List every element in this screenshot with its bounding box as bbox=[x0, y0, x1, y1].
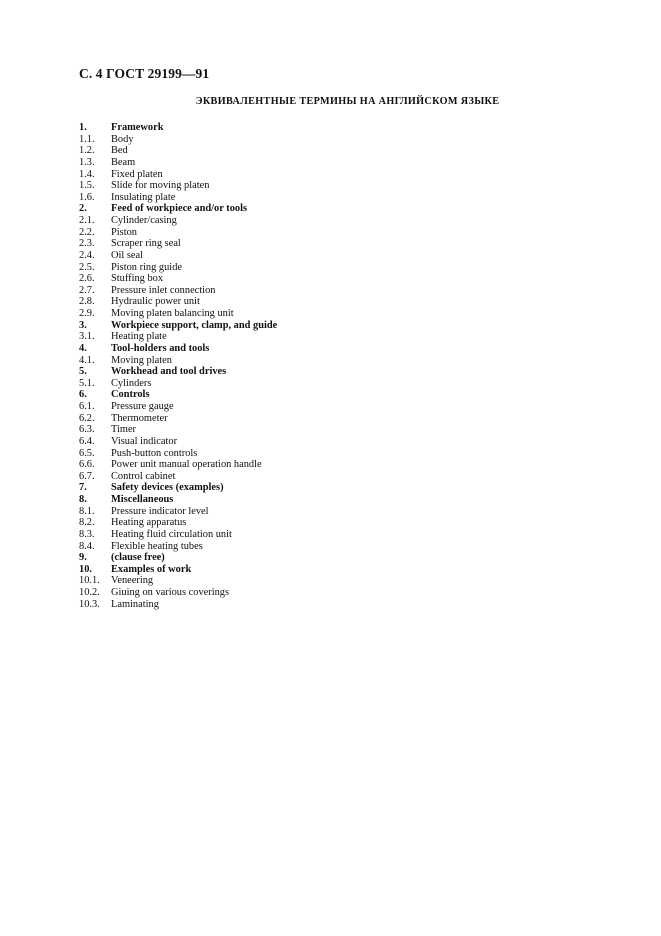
term-number: 2.9. bbox=[79, 308, 95, 319]
term-text: Framework bbox=[111, 122, 164, 133]
term-text: Piston bbox=[111, 226, 137, 238]
term-row bbox=[79, 285, 599, 297]
section-heading-row bbox=[79, 366, 599, 378]
term-row bbox=[79, 355, 599, 367]
term-number: 8.4. bbox=[79, 540, 95, 552]
term-number: 6.7. bbox=[79, 470, 95, 482]
term-number: 5.1. bbox=[79, 377, 95, 389]
term-number: 4. bbox=[79, 342, 87, 354]
term-number: 6.2. bbox=[79, 412, 95, 424]
term-row bbox=[79, 145, 599, 157]
term-row bbox=[79, 424, 599, 436]
term-row bbox=[79, 296, 599, 308]
term-number: 6.6. bbox=[79, 459, 95, 471]
term-text: Moving platen balancing unit bbox=[111, 308, 234, 319]
term-row bbox=[79, 157, 599, 169]
term-row bbox=[79, 459, 599, 471]
term-text: Scraper ring seal bbox=[111, 238, 181, 250]
term-row bbox=[79, 262, 599, 274]
term-text: Bed bbox=[111, 145, 128, 157]
term-row bbox=[79, 575, 599, 587]
term-text: Beam bbox=[111, 156, 136, 168]
section-title bbox=[0, 96, 661, 107]
term-text: Pressure gauge bbox=[111, 401, 174, 412]
term-number: 5. bbox=[79, 366, 87, 378]
term-number: 8. bbox=[79, 494, 87, 505]
term-number: 1. bbox=[79, 122, 87, 133]
term-text: Giuing on various coverings bbox=[111, 587, 230, 598]
term-text: Veneering bbox=[111, 575, 154, 587]
term-number: 2. bbox=[79, 203, 87, 215]
term-number: 10.3. bbox=[79, 598, 100, 610]
term-text: Workhead and tool drives bbox=[111, 366, 227, 378]
section-heading-row bbox=[79, 203, 599, 215]
page-header: С. 4 ГОСТ 29199—91 bbox=[79, 66, 210, 81]
term-number: 2.8. bbox=[79, 296, 95, 308]
term-text: Pressure indicator level bbox=[111, 505, 209, 517]
term-number: 10.1. bbox=[79, 575, 100, 587]
term-row bbox=[79, 529, 599, 541]
term-number: 8.2. bbox=[79, 517, 95, 529]
term-row bbox=[79, 192, 599, 204]
term-number: 10. bbox=[79, 563, 92, 575]
term-text: Examples of work bbox=[111, 563, 192, 575]
term-text: Push-button controls bbox=[111, 447, 198, 459]
term-number: 6.1. bbox=[79, 401, 95, 412]
term-number: 2.3. bbox=[79, 238, 95, 250]
term-number: 10.2. bbox=[79, 587, 100, 598]
section-heading-row bbox=[79, 343, 599, 355]
term-text: Cylinders bbox=[111, 377, 152, 389]
term-row bbox=[79, 308, 599, 320]
term-row bbox=[79, 227, 599, 239]
term-text: Tool-holders and tools bbox=[111, 342, 210, 354]
term-text: Heating plate bbox=[111, 331, 167, 343]
term-text: Body bbox=[111, 133, 134, 145]
term-text: Visual indicator bbox=[111, 435, 178, 447]
term-row bbox=[79, 169, 599, 181]
term-text: Heating apparatus bbox=[111, 517, 187, 529]
term-text: Power unit manual operation handle bbox=[111, 459, 262, 471]
term-row bbox=[79, 215, 599, 227]
term-row bbox=[79, 134, 599, 146]
term-number: 2.5. bbox=[79, 261, 95, 273]
section-title-text: ЭКВИВАЛЕНТНЫЕ ТЕРМИНЫ НА АНГЛИЙСКОМ ЯЗЫКЕ bbox=[195, 96, 500, 107]
term-number: 7. bbox=[79, 482, 87, 494]
term-text: Pressure inlet connection bbox=[111, 284, 216, 296]
term-number: 3. bbox=[79, 319, 87, 331]
term-number: 2.6. bbox=[79, 273, 95, 285]
term-number: 1.2. bbox=[79, 145, 95, 157]
term-number: 6.5. bbox=[79, 447, 95, 459]
term-text: Workpiece support, clamp, and guide bbox=[111, 319, 278, 331]
term-row bbox=[79, 506, 599, 518]
term-text: Flexible heating tubes bbox=[111, 540, 203, 552]
section-heading-row bbox=[79, 564, 599, 576]
term-text: Piston ring guide bbox=[111, 261, 183, 273]
term-number: 9. bbox=[79, 552, 87, 564]
term-text: Feed of workpiece and/or tools bbox=[111, 203, 248, 215]
term-list bbox=[79, 122, 599, 610]
term-row bbox=[79, 273, 599, 285]
term-text: Moving platen bbox=[111, 354, 172, 366]
term-text: Slide for moving platen bbox=[111, 180, 210, 192]
term-row bbox=[79, 436, 599, 448]
term-text: Hydraulic power unit bbox=[111, 296, 200, 308]
term-text: Miscellaneous bbox=[111, 494, 174, 505]
term-text: Heating fluid circulation unit bbox=[111, 528, 232, 540]
term-number: 6. bbox=[79, 389, 87, 401]
term-text: Cylinder/casing bbox=[111, 215, 177, 226]
term-text: (clause free) bbox=[111, 552, 165, 564]
term-row bbox=[79, 250, 599, 262]
term-text: Laminating bbox=[111, 598, 159, 610]
section-heading-row bbox=[79, 552, 599, 564]
term-row bbox=[79, 517, 599, 529]
term-row bbox=[79, 238, 599, 250]
term-number: 8.3. bbox=[79, 528, 95, 540]
term-row bbox=[79, 541, 599, 553]
section-heading-row bbox=[79, 494, 599, 506]
section-heading-row bbox=[79, 389, 599, 401]
term-number: 1.1. bbox=[79, 133, 95, 145]
term-text: Fixed platen bbox=[111, 168, 163, 180]
section-heading-row bbox=[79, 482, 599, 494]
term-text: Control cabinet bbox=[111, 470, 176, 482]
term-number: 8.1. bbox=[79, 505, 95, 517]
term-number: 6.4. bbox=[79, 435, 95, 447]
term-number: 1.5. bbox=[79, 180, 95, 192]
term-text: Thermometer bbox=[111, 412, 168, 424]
term-text: Timer bbox=[111, 424, 137, 436]
term-text: Insulating plate bbox=[111, 191, 176, 203]
term-number: 1.4. bbox=[79, 168, 95, 180]
term-row bbox=[79, 471, 599, 483]
term-number: 1.3. bbox=[79, 156, 95, 168]
term-number: 3.1. bbox=[79, 331, 95, 343]
term-row bbox=[79, 587, 599, 599]
term-number: 2.2. bbox=[79, 226, 95, 238]
term-row bbox=[79, 401, 599, 413]
term-row bbox=[79, 180, 599, 192]
term-text: Stuffing box bbox=[111, 273, 164, 285]
term-number: 6.3. bbox=[79, 424, 95, 436]
term-number: 2.4. bbox=[79, 249, 95, 261]
term-row bbox=[79, 413, 599, 425]
term-text: Controls bbox=[111, 389, 150, 401]
term-row bbox=[79, 331, 599, 343]
term-number: 1.6. bbox=[79, 191, 95, 203]
section-heading-row bbox=[79, 320, 599, 332]
term-text: Safety devices (examples) bbox=[111, 482, 224, 494]
term-row bbox=[79, 599, 599, 611]
term-number: 2.7. bbox=[79, 284, 95, 296]
section-heading-row bbox=[79, 122, 599, 134]
term-number: 2.1. bbox=[79, 215, 95, 226]
term-text: Oil seal bbox=[111, 249, 144, 261]
term-row bbox=[79, 378, 599, 390]
term-row bbox=[79, 448, 599, 460]
term-number: 4.1. bbox=[79, 354, 95, 366]
